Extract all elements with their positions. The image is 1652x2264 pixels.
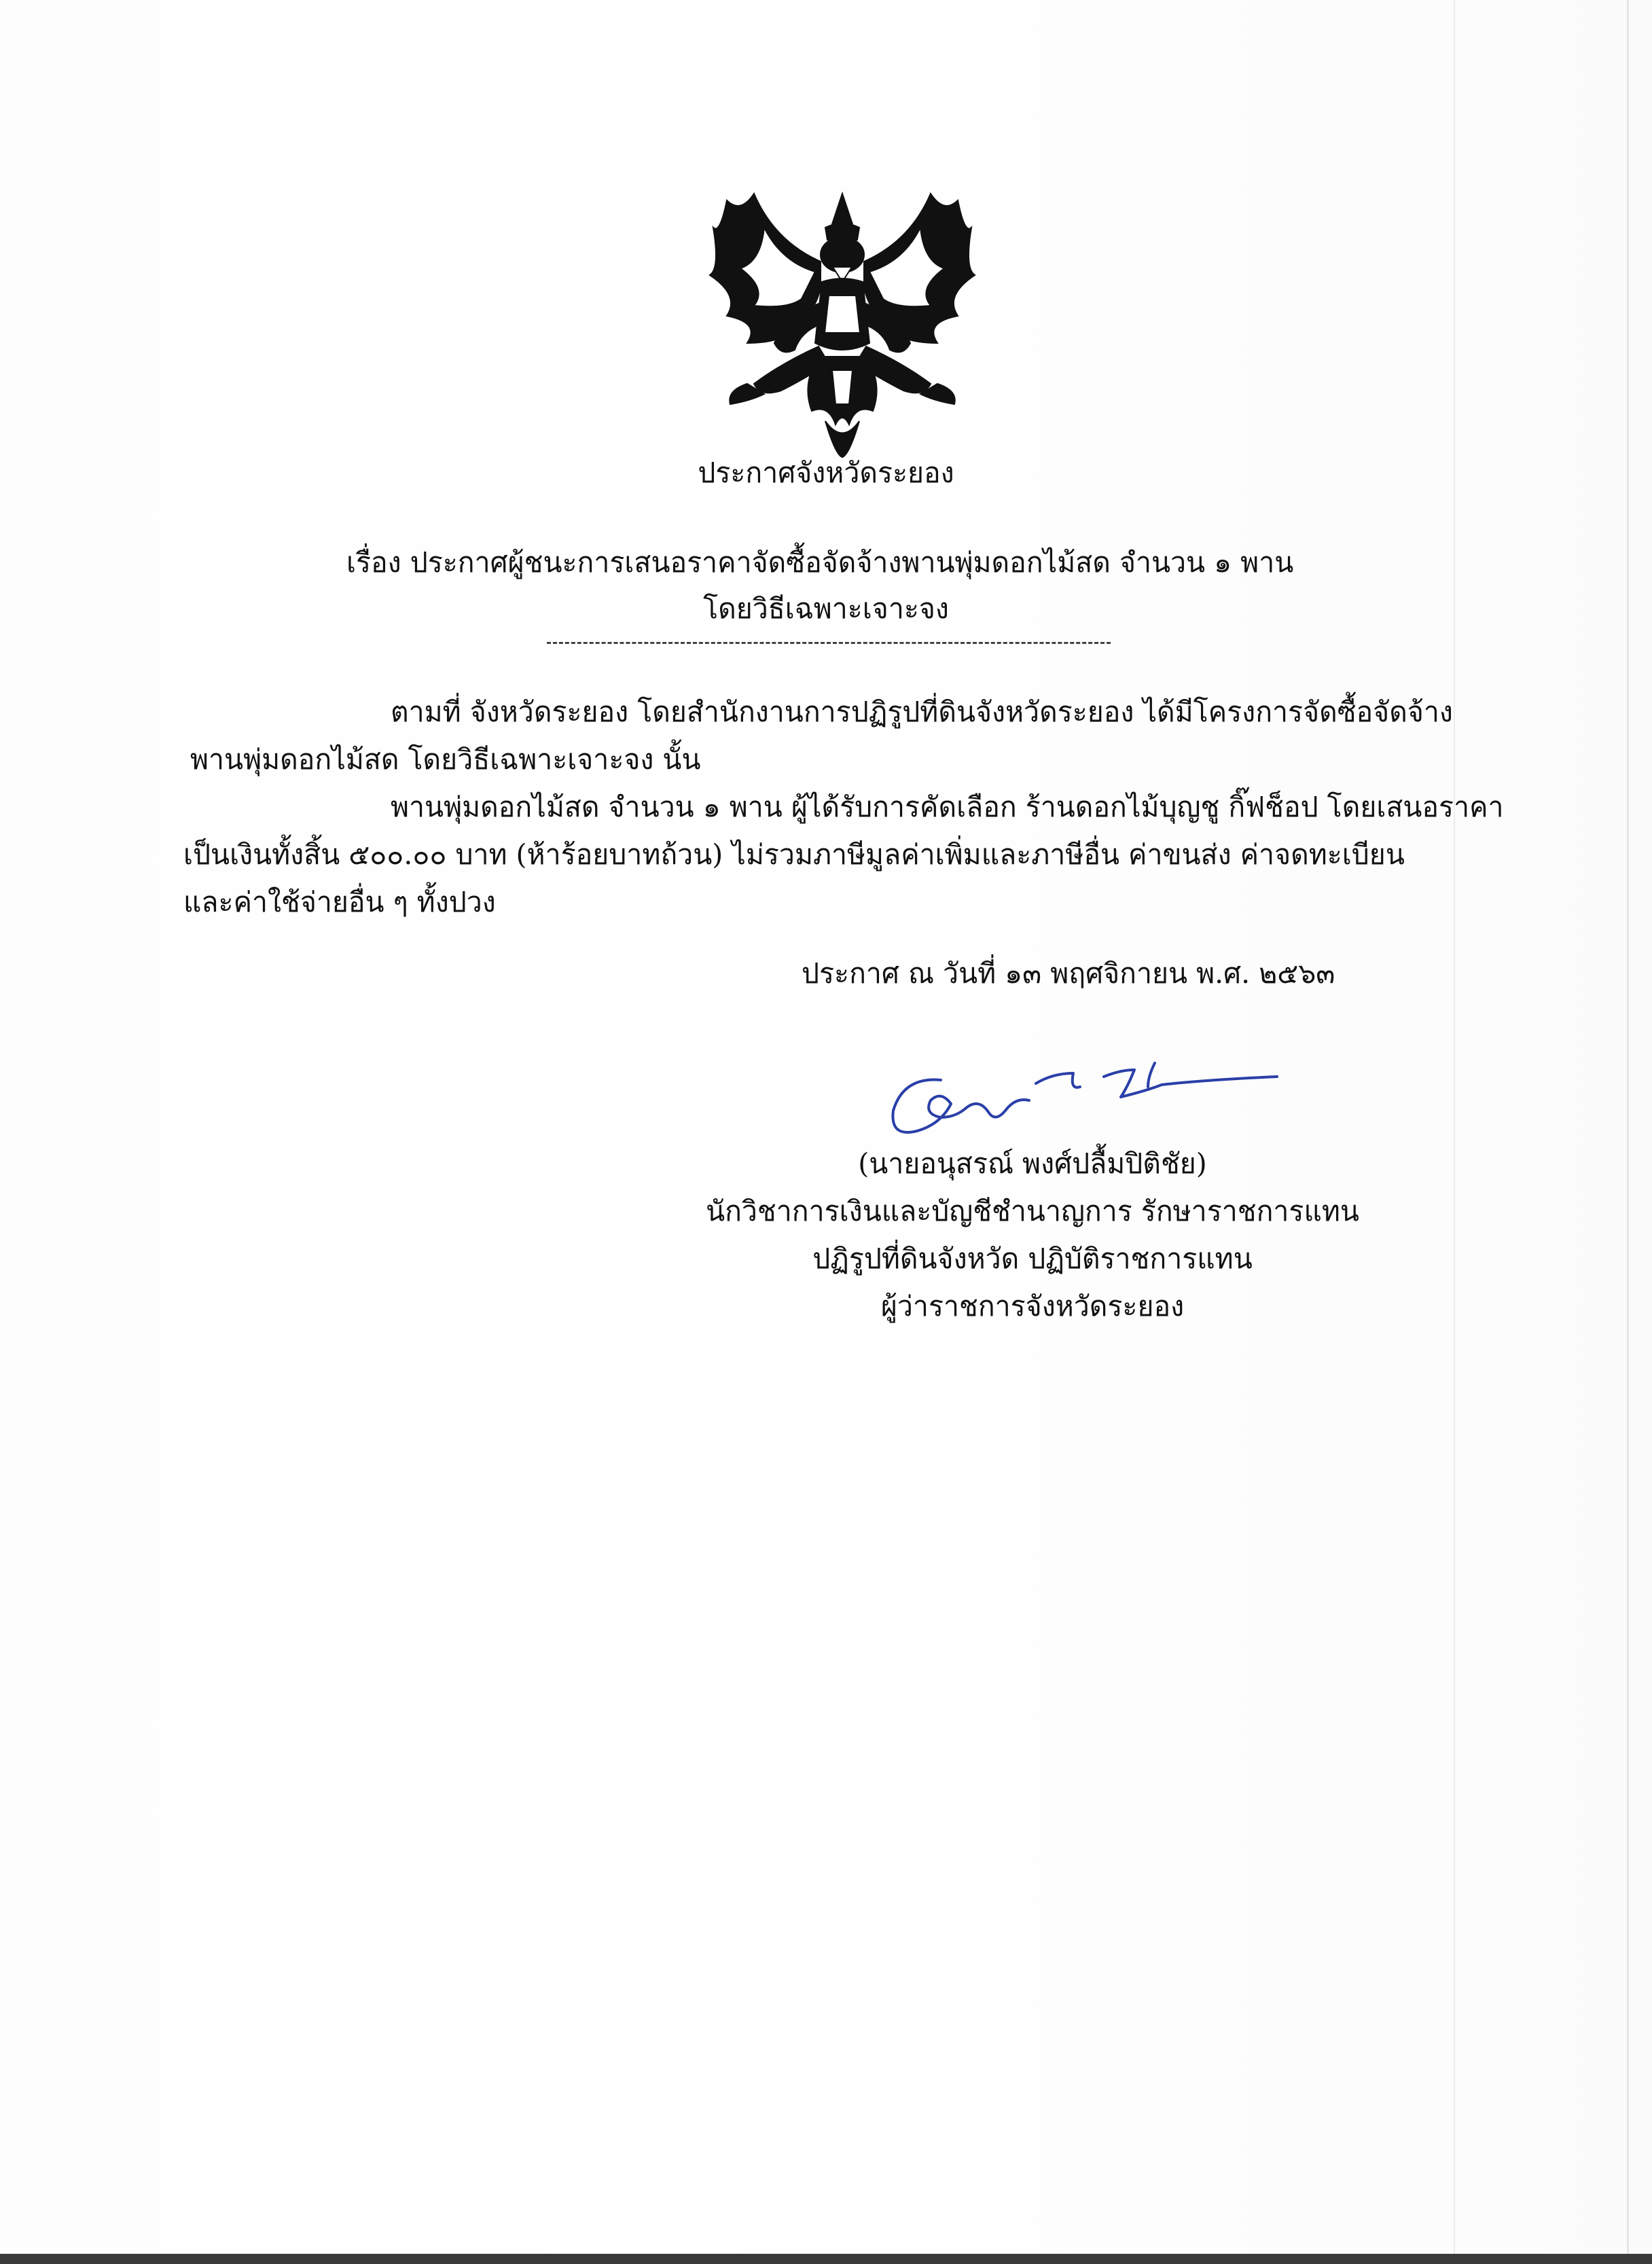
subject-method-line: โดยวิธีเฉพาะเจาะจง (703, 592, 949, 625)
paragraph2-line2: เป็นเงินทั้งสิ้น ๕๐๐.๐๐ บาท (ห้าร้อยบาทถ้วน) ไม่รวมภาษีมูลค่าเพิ่มและภาษีอื่น ค่าขนส่ง ค่าจดทะเบียน (183, 838, 1405, 871)
document-title: ประกาศจังหวัดระยอง (698, 456, 954, 489)
signatory-name: (นายอนุสรณ์ พงศ์ปลื้มปิติชัย) (858, 1147, 1207, 1180)
scan-edge-line (1627, 0, 1629, 2264)
paragraph1-line1: ตามที่ จังหวัดระยอง โดยสำนักงานการปฏิรูปที่ดินจังหวัดระยอง ได้มีโครงการจัดซื้อจัดจ้าง (391, 696, 1453, 728)
scan-fold-line (1454, 0, 1455, 2264)
paragraph1-line2: พานพุ่มดอกไม้สด โดยวิธีเฉพาะเจาะจง นั้น (190, 743, 701, 776)
handwritten-signature (876, 1049, 1284, 1151)
signatory-title-line2: ปฏิรูปที่ดินจังหวัด ปฏิบัติราชการแทน (812, 1242, 1253, 1275)
scan-bottom-edge (0, 2254, 1652, 2264)
paragraph2-line1: พานพุ่มดอกไม้สด จำนวน ๑ พาน ผู้ได้รับการคัดเลือก ร้านดอกไม้บุญชู กิ๊ฟช็อป โดยเสนอราคา (391, 791, 1504, 823)
signatory-title-line3: ผู้ว่าราชการจังหวัดระยอง (880, 1290, 1185, 1323)
announcement-date: ประกาศ ณ วันที่ ๑๓ พฤศจิกายน พ.ศ. ๒๕๖๓ (802, 957, 1335, 990)
subject-line: เรื่อง ประกาศผู้ชนะการเสนอราคาจัดซื้อจัดจ้างพานพุ่มดอกไม้สด จำนวน ๑ พาน (346, 546, 1294, 579)
dashed-divider (547, 642, 1111, 646)
paragraph2-line3: และค่าใช้จ่ายอื่น ๆ ทั้งปวง (183, 886, 496, 918)
signatory-title-line1: นักวิชาการเงินและบัญชีชำนาญการ รักษาราชการแทน (706, 1195, 1359, 1227)
garuda-emblem-icon (700, 187, 985, 459)
